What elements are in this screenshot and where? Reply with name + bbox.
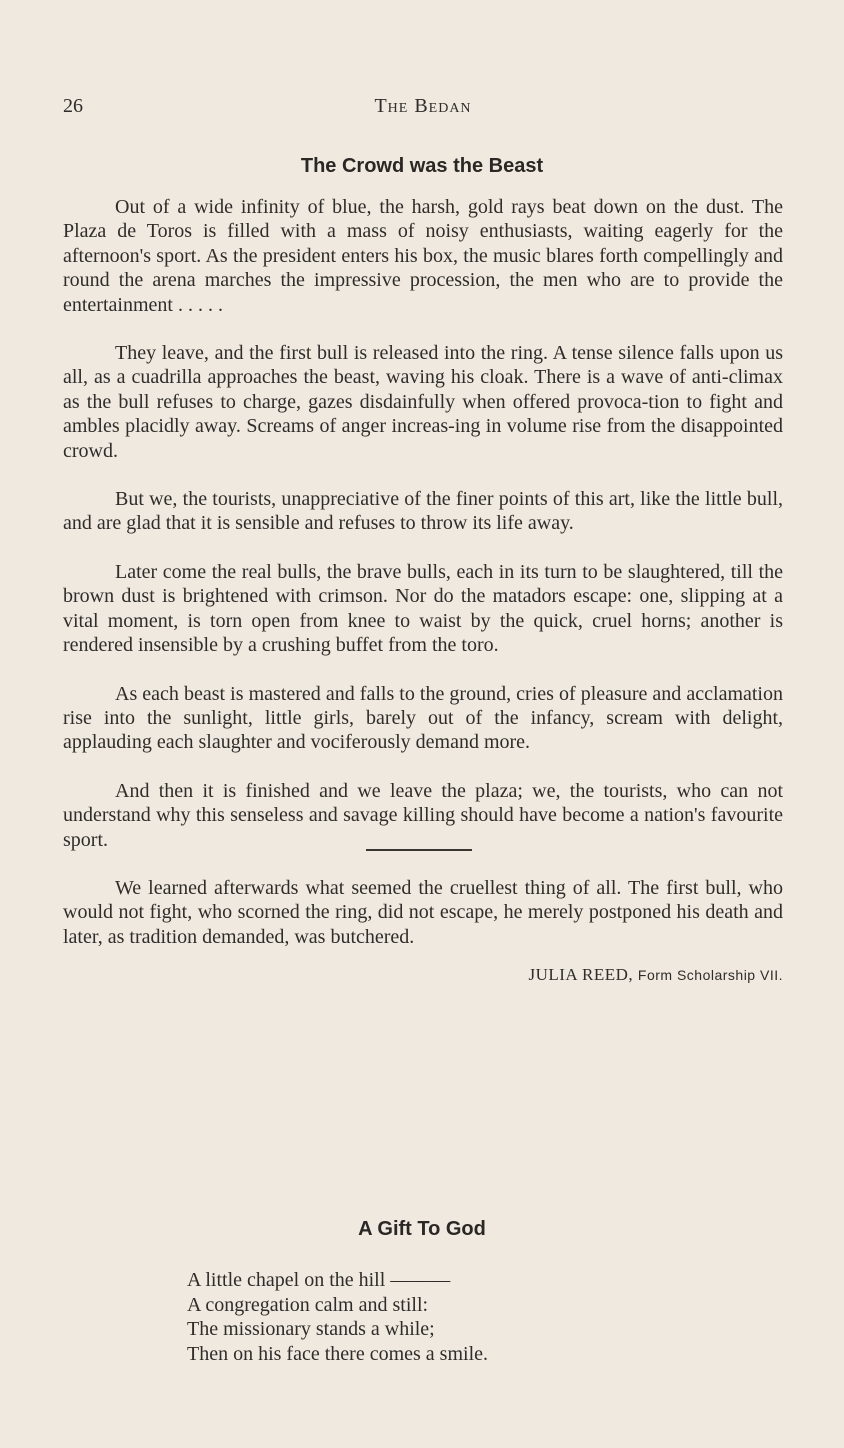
poem-line: A little chapel on the hill ———	[187, 1269, 451, 1291]
running-title: The Bedan	[374, 95, 472, 117]
page-number: 26	[63, 95, 83, 117]
section-divider	[366, 849, 472, 851]
poem-line: Then on his face there comes a smile.	[187, 1342, 488, 1365]
poem-body	[187, 1268, 707, 1366]
essay-paragraph: We learned afterwards what seemed the cruellest thing of all. The first bull, who would not fight, who scorned the ring, did not escape, he merely postponed his death and later, as tradition demanded, was butchered.	[63, 876, 783, 948]
essay-body	[63, 195, 783, 988]
essay-title: The Crowd was the Beast	[300, 155, 544, 177]
author-name: JULIA REED,	[528, 965, 634, 985]
poem-title: A Gift To God	[358, 1218, 486, 1240]
essay-paragraph: As each beast is mastered and falls to the ground, cries of pleasure and acclamation rise into the sunlight, little girls, barely out of the infancy, scream with delight, applauding each slaughter and vociferously demand more.	[63, 682, 783, 754]
author-form: Form Scholarship VII.	[637, 967, 783, 984]
page-header	[63, 95, 783, 125]
poem-line: A congregation calm and still:	[187, 1293, 429, 1316]
essay-paragraph: Out of a wide infinity of blue, the harsh, gold rays beat down on the dust. The Plaza de Toros is filled with a mass of noisy enthusiasts, waiting eagerly for the afternoon's sport. As the president enters his box, the music blares forth compellingly and round the arena marches the impressive procession, the men who are to provide the entertainment . . . . .	[63, 196, 783, 316]
essay-paragraph: Later come the real bulls, the brave bulls, each in its turn to be slaughtered, till the brown dust is brightened with crimson. Nor do the matadors escape: one, slipping at a vital moment, is torn open from knee to waist by the quick, cruel horns; another is rendered insensible by a crushing buffet from the toro.	[63, 560, 783, 657]
essay-paragraph: They leave, and the first bull is released into the ring. A tense silence falls upon us all, as a cuadrilla approaches the beast, waving his cloak. There is a wave of anti-climax as the bull refuses to charge, gazes disdainfully when offered provoca-tion to fight and ambles placidly away. Screams of anger increas-ing in volume rise from the disappointed crowd.	[63, 342, 783, 462]
author-signature	[63, 963, 783, 987]
poem-line: The missionary stands a while;	[187, 1318, 435, 1341]
essay-paragraph: But we, the tourists, unappreciative of the finer points of this art, like the little bull, and are glad that it is sensible and refuses to throw its life away.	[63, 488, 783, 535]
essay-paragraph: And then it is finished and we leave the plaza; we, the tourists, who can not understand why this senseless and savage killing should have become a nation's favourite sport.	[63, 779, 783, 851]
